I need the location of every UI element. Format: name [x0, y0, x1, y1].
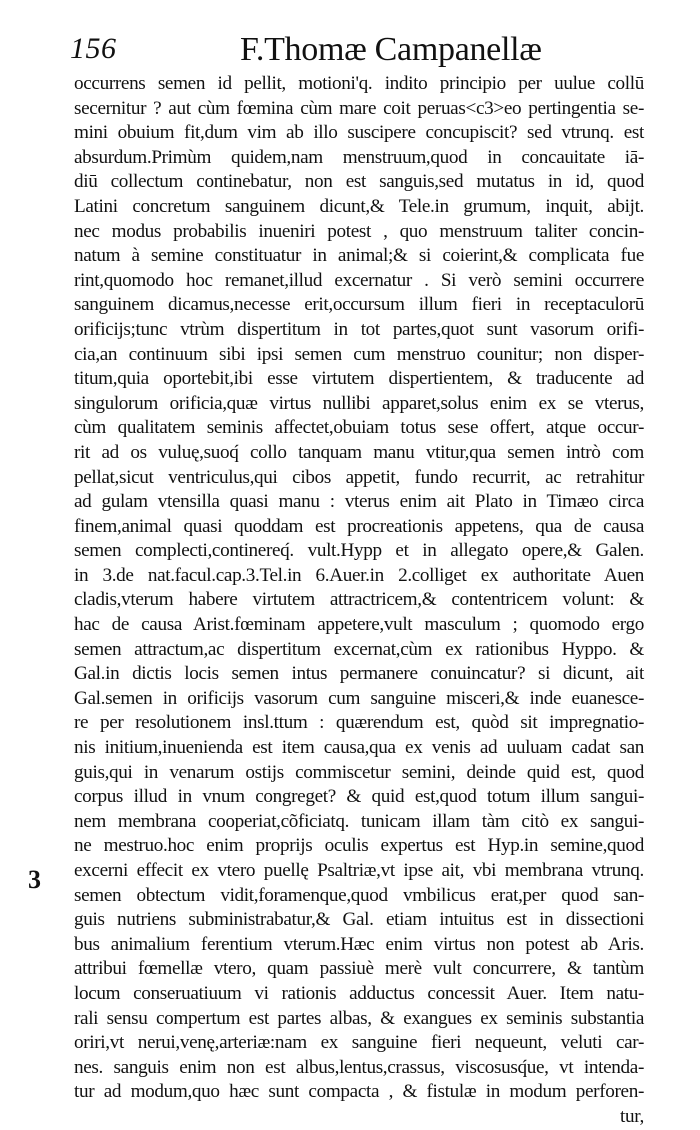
text-line: nis initium,inuenienda est item causa,qua ex venis ad uuluam cadat san [74, 737, 644, 759]
text-line: rali sensu compertum est partes albas, & exangues ex seminis substantia [74, 1007, 644, 1029]
text-line: cùm qualitatem seminis affectet,obuiam totus sese offert, atque occur- [74, 417, 644, 439]
text-line: finem,animal quasi quoddam est procreationis appetens, qua de causa [74, 515, 644, 537]
text-line: occurrens semen id pellit, motioni'q. indito principio per uulue collū [74, 73, 644, 94]
text-line: semen obtectum vidit,foramenque,quod vmbilicus erat,per quod san- [74, 884, 644, 906]
text-line: singulorum orificia,quæ virtus nullibi apparet,solus enim ex se vterus, [74, 392, 644, 414]
text-line: corpus illud in vnum congreget? & quid est,quod totum illum sangui- [74, 786, 644, 808]
text-line: bus animalium ferentium vterum.Hæc enim virtus non potest ab Aris. [74, 933, 644, 955]
text-line: sanguinem dicamus,necesse erit,occursum illum fieri in receptaculorū [74, 294, 644, 316]
text-line: nem membrana cooperiat,cõficiatq. tunicam illam tàm citò ex sangui- [74, 810, 644, 832]
text-line: guis nutriens subministrabatur,& Gal. etiam intuitus est in dissectioni [74, 909, 644, 931]
text-line: semen complecti,continereq́. vult.Hypp et in allegato opere,& Galen. [74, 540, 644, 562]
margin-note: 3 [28, 865, 41, 894]
text-line: cia,an continuum sibi ipsi semen cum menstruo counitur; non disper- [74, 343, 644, 365]
text-line: nec modus probabilis inueniri potest , quo menstruum taliter concin- [74, 220, 644, 242]
text-line: locum conseruatiuum vi rationis adductus concessit Auer. Item natu- [74, 982, 644, 1004]
text-line: re per resolutionem insl.ttum : quærendum est, quòd sit impregnatio- [74, 712, 644, 734]
text-line: pellat,sicut ventriculus,qui cibos appetit, fundo recurrit, ac retrahitur [74, 466, 644, 488]
text-line: in 3.de nat.facul.cap.3.Tel.in 6.Auer.in 2.colliget ex authoritate Auen [74, 564, 644, 586]
text-line: hac de causa Arist.fœminam appetere,vult masculum ; quomodo ergo [74, 614, 644, 636]
text-line: absurdum.Primùm quidem,nam menstruum,quod in concauitate iā- [74, 146, 644, 168]
text-line: tur, [620, 1105, 644, 1127]
text-line: Gal.in dictis locis semen intus permanere conuincatur? si dicunt, ait [74, 663, 644, 685]
text-line: cladis,vterum habere virtutem attractricem,& contentricem volunt: & [74, 589, 644, 611]
text-line: semen attractum,ac dispertitum excernat,cùm ex rationibus Hyppo. & [74, 638, 644, 660]
text-line: oriri,vt nerui,venę,arteriæ:nam ex sanguine fieri nequeunt, veluti car- [74, 1032, 644, 1054]
page-number: 156 [70, 32, 117, 65]
body-text [74, 72, 644, 1130]
text-line: excerni effecit ex vtero puellę Psaltriæ,vt ipse ait, vbi membrana vtrunq. [74, 860, 644, 881]
text-line: rit ad os vuluę,suoq́ collo tanquam manu vtitur,qua semen intrò com [74, 441, 644, 463]
text-line: natum à semine constituatur in animal;& si coierint,& complicata fue [74, 245, 644, 267]
text-line: secernitur ? aut cùm fœmina cùm mare coit peruas<c3>eo pertingentia se- [74, 97, 644, 119]
text-line: titum,quia oportebit,ibi esse virtutem dispertientem, & traducente ad [74, 368, 644, 390]
text-line: attribui fœmellæ vtero, quam passiuè merè vult concurrere, & tantùm [74, 958, 644, 980]
text-line: rint,quomodo hoc remanet,illud excernatur . Si verò semini occurrere [74, 269, 644, 291]
text-line: mini obuium fit,dum vim ab illo suscipere concupiscit? sed vtrunq. est [74, 122, 644, 144]
text-line: nes. sanguis enim non est albus,lentus,crassus, viscosusq́ue, vt intenda- [74, 1056, 644, 1078]
text-line: ad gulam vtensilla quasi manu : vterus enim ait Plato in Timæo circa [74, 491, 644, 513]
text-line: orificijs;tunc vtrùm dispertitum in tot partes,quot sunt vasorum orifi- [74, 318, 644, 340]
text-line: guis,qui in venarum ostijs commiscetur semini, deinde quid est, quod [74, 761, 644, 783]
text-line: diū collectum continebatur, non est sanguis,sed mutatus in id, quod [74, 171, 644, 193]
text-line: Latini concretum sanguinem dicunt,& Tele.in grumum, inquit, abijt. [74, 195, 644, 217]
text-line: tur ad modum,quo hæc sunt compacta , & fistulæ in modum perforen- [74, 1081, 644, 1103]
text-line: Gal.semen in orificijs vasorum cum sanguine misceri,& inde euanesce- [74, 687, 644, 709]
text-line: ne mestruo.hoc enim proprijs oculis expertus est Hyp.in semine,quod [74, 835, 644, 857]
page-header [70, 30, 650, 72]
running-title: F.Thomæ Campanellæ [240, 31, 542, 68]
